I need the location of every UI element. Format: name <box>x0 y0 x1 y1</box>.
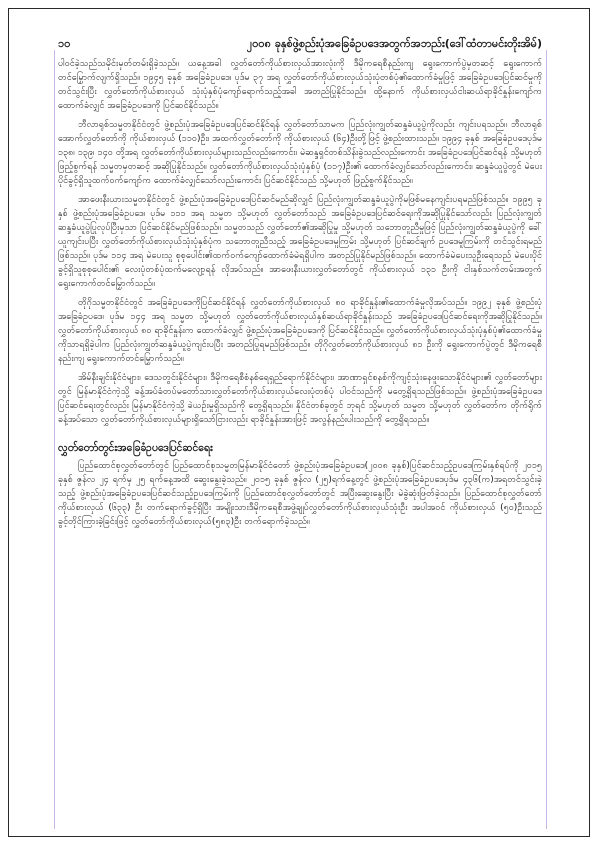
paragraph: ဘီလာရုစ်သမ္မတနိုင်ငံတွင် ဖွဲ့စည်းပုံအခြေခံဥပဒေပြင်ဆင်နိုင်ရန် လွှတ်တော်သာမက ပြည်လုံးကျွတ်ဆန္ဒခံယူပွဲကိုလည်း ကျင်းပရသည်။ ဘီလာရုစ်အောက်လွှတ်တော်ကို ကိုယ်စားလှယ် (၁၁၀)ဦး၊ အထက်လွှတ်တော်ကို ကိုယ်စားလှယ် (၆၄)ဦးတို့ဖြင့် ဖွဲ့စည်းထားသည်။ ၁၉၉၄ ခုနှစ် အခြေခံဥပဒေပုဒ်မ ၁၃၈၊ ၁၃၉၊ ၁၄၀ တို့အရ လွှတ်တော်ကိုယ်စားလှယ်များသည်လည်းကောင်း၊ မဲဆန္ဒရှင်တစ်သိန်းခွဲသည်လည်းကောင်း အခြေခံဥပဒေပြင်ဆင်ရန် သို့မဟုတ် ဖြည့်စွက်ရန် သမ္မတမှတဆင့် အဆိုပြုနိုင်သည်။ လွှတ်တော်ကိုယ်စားလှယ်သုံးပုံနှစ်ပုံ (၁၁၇)ဦး၏ ထောက်ခံလျှင်သော်လည်းကောင်း၊ ဆန္ဒခံယူပွဲတွင် မဲပေးပိုင်ခွင့်ရှိသူထက်ဝက်ကျော်က ထောက်ခံလျှင်သော်လည်းကောင်း ပြင်ဆင်နိုင်သည် သို့မဟုတ် ဖြည့်စွက်နိုင်သည်။ <box>58 120 542 186</box>
section-heading: လွှတ်တော်တွင်းအခြေခံဥပဒေပြင်ဆင်ရေး <box>58 442 213 454</box>
paragraph: တိုဂိုသမ္မတနိုင်ငံတွင် အခြေခံဥပဒေကိုပြင်ဆင်နိုင်ရန် လွှတ်တော်ကိုယ်စားလှယ် ၈၀ ရာခိုင်နှုန်း၏ထောက်ခံမှုလိုအပ်သည်။ ၁၉၉၂ ခုနှစ် ဖွဲ့စည်းပုံအခြေခံဥပဒေ၊ ပုဒ်မ ၁၄၄ အရ သမ္မတ သို့မဟုတ် လွှတ်တော်ကိုယ်စားလှယ်နှစ်ဆယ်ရာခိုင်နှုန်းသည် အခြေခံဥပဒေပြင်ဆင်ရေးကိုအဆိုပြုနိုင်သည်။ လွှတ်တော်ကိုယ်စားလှယ် ၈၀ ရာခိုင်နှုန်းက ထောက်ခံလျှင် ဖွဲ့စည်းပုံအခြေခံဥပဒေကို ပြင်ဆင်နိုင်သည်။ လွှတ်တော်ကိုယ်စားလှယ်သုံးပုံနှစ်ပုံ၏ထောက်ခံမှုကိုသာရရှိခဲ့ပါက ပြည်လုံးကျွတ်ဆန္ဒခံယူပွဲကျင်းပပြီး အတည်ပြုရမည်ဖြစ်သည်။ တိုဂိုလွှတ်တော်ကိုယ်စားလှယ် ၈၁ ဦးကို ရွေးကောက်ပွဲတွင် ဒီမိုကရေစီနည်းကျ ရွေးကောက်တင်မြှောက်သည်။ <box>58 298 542 364</box>
page-number: ၁၀ <box>58 37 71 50</box>
paragraph: အိမ်နီးချင်းနိုင်ငံများ၊ ဒေသတွင်းနိုင်ငံများ၊ ဒီမိုကရေစီစံနစ်ရေရှည်ရောက်နိုင်ငံများ၊ အာဏာရှင်စနစ်ကိုကျင့်သုံးနေဖူးသောနိုင်ငံများ၏ လွှတ်တော်များတွင် မြန်မာနိုင်ငံကဲ့သို့ ခန့်အပ်ခံတပ်မတော်သားလွှတ်တော်ကိုယ်စားလှယ်လေးပုံတစ်ပုံ ပါဝင်သည်ကို မတွေ့ရှိရသည်ဖြစ်သည်။ ဖွဲ့စည်းပုံအခြေခံဥပဒေပြင်ဆင်ရေးတွင်လည်း မြန်မာနိုင်ငံကဲ့သို့ ခဲယဉ်းမှုရှိသည်ကို တွေ့ရှိရသည်။ နိုင်ငံတစ်ခုတွင် ဘုရင် သို့မဟုတ် သမ္မတ သို့မဟုတ် လွှတ်တော်က တိုက်ရိုက်ခန့်အပ်သော လွှတ်တော်ကိုယ်စားလှယ်များရှိသော်ငြားလည်း ရာခိုင်နှုန်းအားဖြင့် အလွန်နည်းပါးသည်ကို တွေ့ရှိရသည်။ <box>58 373 542 425</box>
right-margin-guide <box>546 50 547 829</box>
page-header <box>58 36 542 54</box>
left-margin-guide <box>54 50 55 829</box>
body-text <box>58 57 542 827</box>
paragraph: ပြည်ထောင်စုလွှတ်တော်တွင် ပြည်ထောင်စုသမ္မတမြန်မာနိုင်ငံတော် ဖွဲ့စည်းပုံအခြေခံဥပဒေ(၂၀၀၈ ခုနှစ်)ပြင်ဆင်သည့်ဥပဒေကြမ်းနှစ်ရပ်ကို ၂၀၁၅ ခုနှစ် ဇွန်လ ၂၄ ရက်မှ ၂၅ ရက်နေ့အထိ ဆွေးနွေးခဲ့သည်။ ၂၀၁၅ ခုနှစ် ဇွန်လ (၂၅)ရက်နေ့တွင် ဖွဲ့စည်းပုံအခြေခံဥပဒေပုဒ်မ ၄၃၆(က)အရတင်သွင်းခဲ့သည့် ဖွဲ့စည်းပုံအခြေခံဥပဒေပြင်ဆင်သည့်ဥပဒေကြမ်းကို ပြည်ထောင်စုလွှတ်တော်တွင် အပြီးဆွေးနွေးပြီး မဲခွဲဆုံးဖြတ်ခဲ့သည်။ ပြည်ထောင်စုလွှတ်တော်ကိုယ်စားလှယ် (၆၃၃) ဦး တက်ရောက်ခွင့်ရှိပြီး အမျိုးသားဒီမိုကရေစီအဖွဲ့ချုပ်လွှတ်တော်ကိုယ်စားလှယ်သုံးဦး အပါအဝင် ကိုယ်စားလှယ် (၅၀)ဦးသည် ခွင့်တိုင်ကြားခဲ့ခြင်းဖြင့် လွှတ်တော်ကိုယ်စားလှယ်(၅၈၃)ဦး တက်ရောက်ခဲ့သည်။ <box>58 461 542 527</box>
paragraph: အာဖေးနီးယားသမ္မတနိုင်ငံတွင် ဖွဲ့စည်းပုံအခြေခံဥပဒေပြင်ဆင်မည်ဆိုလျှင် ပြည်လုံးကျွတ်ဆန္ဒခံယူပွဲကိုမဖြစ်မနေကျင်းပရမည်ဖြစ်သည်။ ၁၉၉၅ ခုနှစ် ဖွဲ့စည်းပုံအခြေခံဥပဒေ၊ ပုဒ်မ ၁၁၁ အရ သမ္မတ သို့မဟုတ် လွှတ်တော်သည် အခြေခံဥပဒေပြင်ဆင်ရေးကိုအဆိုပြုနိုင်သော်လည်း ပြည်လုံးကျွတ်ဆန္ဒခံယူပွဲပြုလုပ်ပြီးမှသာ ပြင်ဆင်နိုင်မည်ဖြစ်သည်။ သမ္မတသည် လွှတ်တော်၏အဆိုပြုမှု သို့မဟုတ် သဘောတူညီမှုဖြင့် ပြည်လုံးကျွတ်ဆန္ဒခံယူပွဲကို ခေါ်ယူကျင်းပပြီး လွှတ်တော်ကိုယ်စားလှယ်သုံးပုံနှစ်ပုံက သဘောတူညီသည့် အခြေခံဥပဒေမူကြမ်း သို့မဟုတ် ပြင်ဆင်ချက် ဥပဒေမူကြမ်းကို တင်သွင်းရမည်ဖြစ်သည်။ ပုဒ်မ ၁၁၄ အရ မဲပေးသူ စုစုပေါင်း၏ထက်ဝက်ကျော်ထောက်ခံမဲရရှိပါက အတည်ပြုနိုင်မည်ဖြစ်သည်။ ထောက်ခံမဲပေးသူဦးရေသည် မဲပေးပိုင်ခွင့်ရှိသူစုစုပေါင်း၏ လေးပုံတစ်ပုံထက်မလျော့ရန် လိုအပ်သည်။ အာဖေးနီးယားလွှတ်တော်တွင် ကိုယ်စားလှယ် ၁၃၁ ဦးကို ငါးနှစ်သက်တမ်းအတွက် ရွေးကောက်တင်မြှောက်သည်။ <box>58 195 542 289</box>
paragraph: ပါဝင်ခဲ့သည်သမိုင်းမှတ်တမ်းရှိခဲ့သည်။ ယနေ့အခါ လွှတ်တော်ကိုယ်စားလှယ်အားလုံးကို ဒီမိုကရေစီနည်းကျ ရွေးကောက်ပွဲမှတဆင့် ရွေးကောက်တင်မြှောက်လျက်ရှိသည်။ ၁၉၄၅ ခုနှစ် အခြေခံဥပဒေ၊ ပုဒ်မ ၃၇ အရ လွှတ်တော်ကိုယ်စားလှယ်သုံးပုံတစ်ပုံ၏ထောက်ခံမှုဖြင့် အခြေခံဥပဒေပြင်ဆင်မှုကိုတင်သွင်းပြီး လွှတ်တော်ကိုယ်စားလှယ် သုံးပုံနှစ်ပုံကျော်ရောက်သည့်အခါ အတည်ပြုနိုင်သည်။ ထို့နောက် ကိုယ်စားလှယ်ငါးဆယ်ရာခိုင်နှုန်းကျော်က ထောက်ခံလျှင် အခြေခံဥပဒေကို ပြင်ဆင်နိုင်သည်။ <box>58 59 542 111</box>
running-title: ၂၀၀၈ ခုနှစ်ဖွဲ့စည်းပုံအခြေခံဥပဒေအတွက်အဘည်း(ဒေါ်ထံတာမင်းတိုးအိမ်) <box>246 37 542 50</box>
